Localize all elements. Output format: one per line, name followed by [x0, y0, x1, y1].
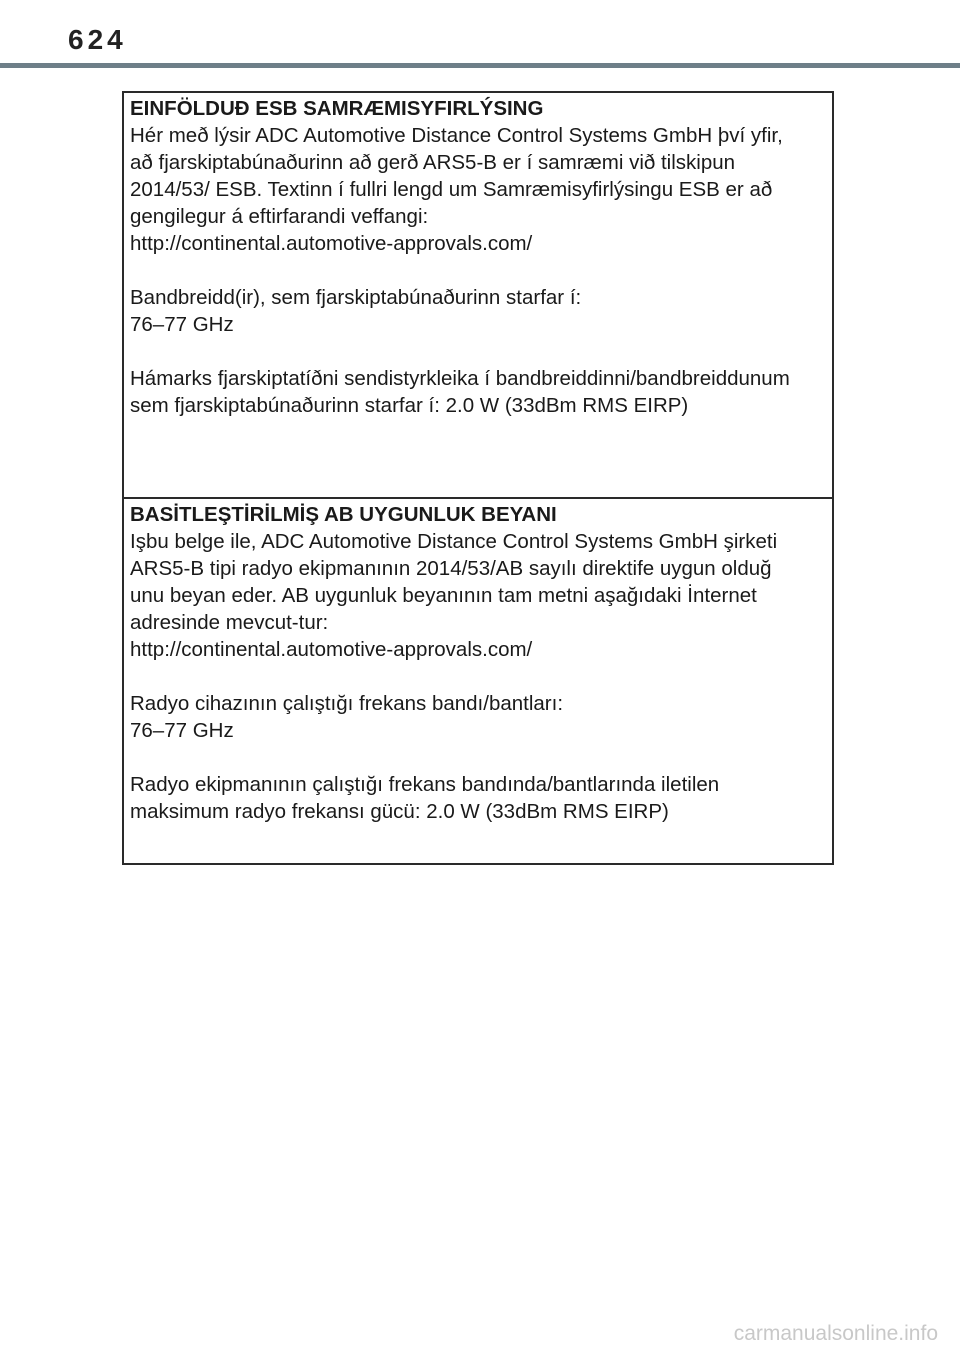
icelandic-paragraph-2: [130, 284, 826, 338]
icelandic-paragraph-1: [130, 122, 826, 257]
turkish-paragraph-2: [130, 690, 826, 744]
header-rule: [0, 63, 960, 68]
max-power: maksimum radyo frekansı gücü: 2.0 W (33dBm RMS EIRP): [130, 800, 669, 823]
approval-url: http://continental.automotive-approvals.com/: [130, 232, 533, 255]
frequency-band: 76–77 GHz: [130, 313, 234, 336]
text-line: Işbu belge ile, ADC Automotive Distance Control Systems GmbH şirketi: [130, 530, 778, 553]
icelandic-paragraph-3: [130, 365, 826, 419]
paragraph-gap: [130, 257, 826, 284]
icelandic-title: EINFÖLDUÐ ESB SAMRÆMISYFIRLÝSING: [130, 97, 544, 120]
text-line: Hámarks fjarskiptatíðni sendistyrkleika í bandbreiddinni/bandbreiddunum: [130, 367, 790, 390]
frequency-band: 76–77 GHz: [130, 719, 234, 742]
text-line: Radyo cihazının çalıştığı frekans bandı/bantları:: [130, 692, 564, 715]
turkish-title: BASİTLEŞTİRİLMİŞ AB UYGUNLUK BEYANI: [130, 503, 557, 526]
text-line: Bandbreidd(ir), sem fjarskiptabúnaðurinn starfar í:: [130, 286, 582, 309]
text-line: ARS5-B tipi radyo ekipmanının 2014/53/AB sayılı direktife uygun olduğ: [130, 557, 772, 580]
text-line: að fjarskiptabúnaðurinn að gerð ARS5-B er í samræmi við tilskipun: [130, 151, 736, 174]
paragraph-gap: [130, 663, 826, 690]
paragraph-gap: [130, 338, 826, 365]
icelandic-declaration: [124, 93, 832, 499]
page-number: 624: [68, 24, 127, 55]
turkish-paragraph-1: [130, 528, 826, 663]
turkish-paragraph-3: [130, 771, 826, 825]
turkish-declaration: [124, 499, 832, 863]
text-line: 2014/53/ ESB. Textinn í fullri lengd um Samræmisyfirlýsingu ESB er að: [130, 178, 773, 201]
max-power: sem fjarskiptabúnaðurinn starfar í: 2.0 W (33dBm RMS EIRP): [130, 394, 689, 417]
text-line: adresinde mevcut-tur:: [130, 611, 329, 634]
site-watermark: carmanualsonline.info: [733, 1322, 938, 1345]
declaration-box: [122, 91, 834, 865]
paragraph-gap: [130, 744, 826, 771]
text-line: gengilegur á eftirfarandi veffangi:: [130, 205, 429, 228]
text-line: Radyo ekipmanının çalıştığı frekans bandında/bantlarında iletilen: [130, 773, 720, 796]
text-line: unu beyan eder. AB uygunluk beyanının tam metni aşağıdaki İnternet: [130, 584, 757, 607]
text-line: Hér með lýsir ADC Automotive Distance Control Systems GmbH því yfir,: [130, 124, 783, 147]
approval-url: http://continental.automotive-approvals.com/: [130, 638, 533, 661]
